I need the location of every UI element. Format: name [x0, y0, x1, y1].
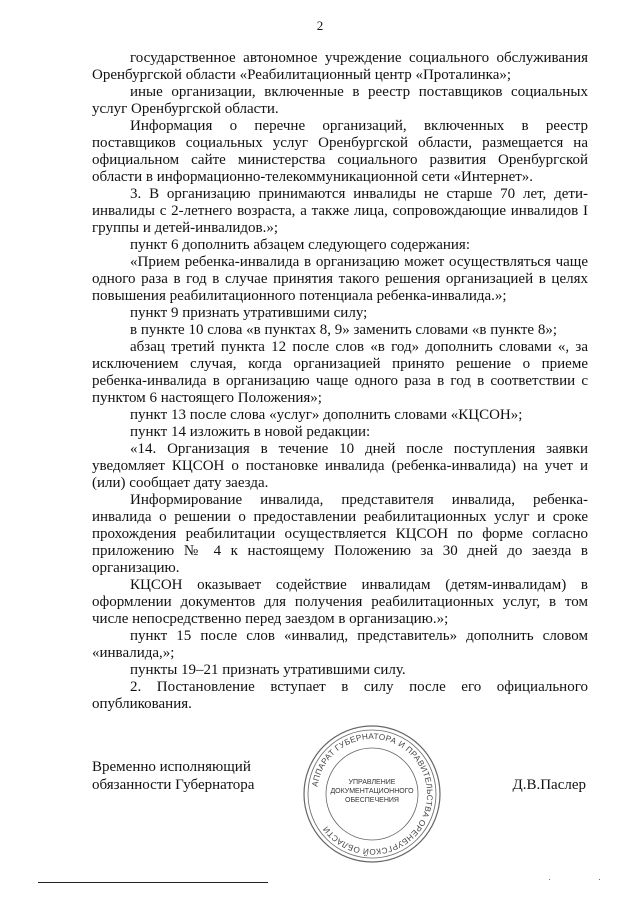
- official-seal: [302, 724, 442, 864]
- seal-center-line: ДОКУМЕНТАЦИОННОГО: [330, 788, 414, 795]
- paragraph: в пункте 10 слова «в пунктах 8, 9» заменить словами «в пункте 8»;: [130, 322, 557, 338]
- paragraph: 3. В организацию принимаются инвалиды не старше 70 лет, дети-инвалиды с 2-летнего возраста, а также лица, сопровождающие инвалидов I группы и детей-инвалидов.»;: [92, 186, 588, 236]
- paragraph: пункты 19–21 признать утратившими силу.: [130, 662, 406, 678]
- paragraph: государственное автономное учреждение социального обслуживания Оренбургской области «Реабилитационный центр «Проталинка»;: [92, 50, 588, 83]
- seal-center-line: ОБЕСПЕЧЕНИЯ: [345, 797, 399, 804]
- paragraph: абзац третий пункта 12 после слов «в год» дополнить словами «, за исключением случая, когда организацией принято решение о приеме ребенка-инвалида в организацию чаще одного раза в год в соответствии с пунктом 6 настоящего Положения»;: [92, 339, 588, 406]
- signature-block: [92, 731, 588, 868]
- paragraph: Информирование инвалида, представителя инвалида, ребенка-инвалида о решении о предоставлении реабилитационных услуг и сроке прохождения реабилитации осуществляется КЦСОН по форме согласно приложению № 4 к настоящему Положению за 30 дней до заезда в организацию.: [92, 492, 588, 576]
- signatory-position: [92, 758, 254, 794]
- paragraph: пункт 14 изложить в новой редакции:: [130, 424, 371, 440]
- paragraph: «14. Организация в течение 10 дней после поступления заявки уведомляет КЦСОН о постановке инвалида (ребенка-инвалида) на учет и (или) сообщает дату заезда.: [92, 441, 588, 491]
- seal-center-line: УПРАВЛЕНИЕ: [348, 779, 396, 786]
- paragraph: 2. Постановление вступает в силу после его официального опубликования.: [92, 679, 588, 712]
- signatory-position-line1: Временно исполняющий: [92, 759, 251, 775]
- seal-ring-text: АППАРАТ ГУБЕРНАТОРА И ПРАВИТЕЛЬСТВА ОРЕНБУРГСКОЙ ОБЛАСТИ: [310, 731, 435, 857]
- signatory-position-line2: обязанности Губернатора: [92, 777, 255, 793]
- paragraph: пункт 13 после слова «услуг» дополнить словами «КЦСОН»;: [130, 407, 523, 423]
- paragraph: КЦСОН оказывает содействие инвалидам (детям-инвалидам) в оформлении документов для получения реабилитационных услуг, в том числе непосредственно перед заездом в организацию.»;: [92, 577, 588, 627]
- page-number: 2: [316, 18, 324, 33]
- paragraph: «Прием ребенка-инвалида в организацию может осуществляться чаще одного раза в год в случае принятия такого решения организацией в целях повышения реабилитационного потенциала ребенка-инвалида.»;: [92, 254, 588, 304]
- paragraph: иные организации, включенные в реестр поставщиков социальных услуг Оренбургской области.: [92, 84, 588, 117]
- footer-divider: [38, 882, 268, 883]
- paragraph: пункт 15 после слов «инвалид, представитель» дополнить словом «инвалида,»;: [92, 628, 588, 661]
- paragraph: Информация о перечне организаций, включенных в реестр поставщиков социальных услуг Оренбургской области, размещается на официальном сайте министерства социального развития Оренбургской области в информационно-телекоммуникационной сети «Интернет».: [92, 118, 588, 185]
- seal-center-text: [330, 778, 414, 805]
- document-body: [92, 50, 588, 713]
- signatory-name: Д.В.Паслер: [512, 777, 586, 793]
- paragraph: пункт 6 дополнить абзацем следующего содержания:: [130, 237, 470, 253]
- footer-mark: ·: [598, 874, 601, 884]
- footer-mark: ·: [548, 874, 551, 884]
- paragraph: пункт 9 признать утратившими силу;: [130, 305, 368, 321]
